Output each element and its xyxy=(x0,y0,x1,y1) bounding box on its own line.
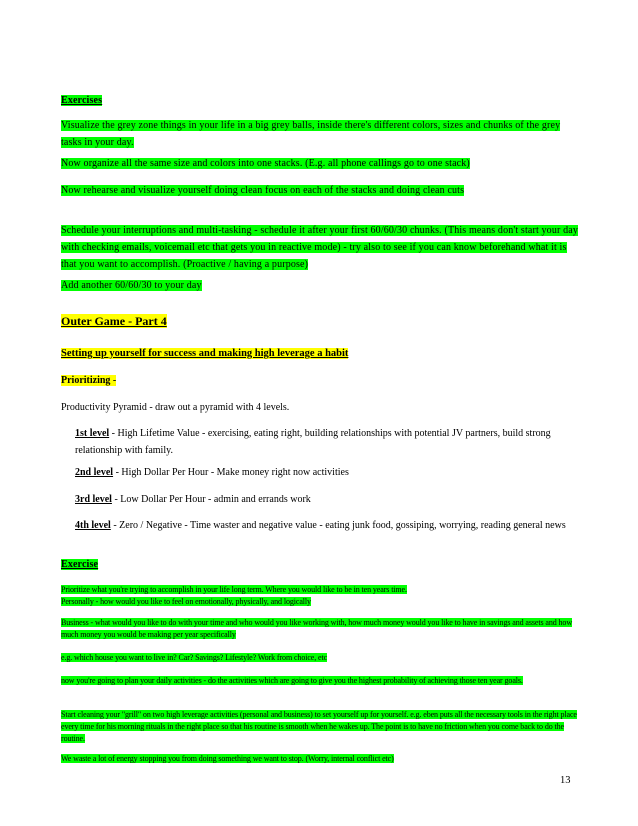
example-paragraph: e.g. which house you want to live in? Car? Savings? Lifestyle? Work from choice, etc xyxy=(61,653,328,662)
level-3-paragraph: 3rd level - Low Dollar Per Hour - admin and errands work xyxy=(75,494,311,505)
setting-up-heading: Setting up yourself for success and making high leverage a habit xyxy=(61,348,349,359)
energy-paragraph: We waste a lot of energy stopping you from doing something we want to stop. (Worry, internal conflict etc) xyxy=(61,754,394,763)
exercise-heading: Exercise xyxy=(61,559,99,570)
rehearse-paragraph: Now rehearse and visualize yourself doing clean focus on each of the stacks and doing clean cuts xyxy=(61,185,465,196)
exercises-heading: Exercises xyxy=(61,95,103,106)
prioritizing-heading: Prioritizing - xyxy=(61,375,117,386)
level-1-paragraph: 1st level - High Lifetime Value - exercising, eating right, building relationships with potential JV partners, build strong relationship with family. xyxy=(75,428,551,456)
visualize-paragraph: Visualize the grey zone things in your life in a big grey balls, inside there's different colors, sizes and chunks of the grey tasks in your day. xyxy=(61,120,561,148)
page-number: 13 xyxy=(560,775,571,786)
add-another-paragraph: Add another 60/60/30 to your day xyxy=(61,280,202,291)
pyramid-intro: Productivity Pyramid - draw out a pyramid with 4 levels. xyxy=(61,402,290,413)
level-4-paragraph: 4th level - Zero / Negative - Time waster and negative value - eating junk food, gossiping, worrying, reading general news xyxy=(75,520,566,531)
organize-paragraph: Now organize all the same size and colors into one stacks. (E.g. all phone callings go to one stack) xyxy=(61,158,470,169)
schedule-paragraph: Schedule your interruptions and multi-tasking - schedule it after your first 60/60/30 chunks. (This means don't start your day with checking emails, voicemail etc that gets you in reactive mode) - try also to see if you can know beforehand what it is that you want to accomplish. (Proactive / having a purpose) xyxy=(61,225,578,270)
outer-game-heading: Outer Game - Part 4 xyxy=(61,314,167,328)
prioritize-lines: Prioritize what you're trying to accomplish in your life long term. Where you would like to be in ten years time. Personally - how would you like to feel on emotionally, physically, and logically xyxy=(61,585,407,606)
cleaning-paragraph: Start cleaning your "grill" on two high leverage activities (personal and business) to set yourself up for yourself. e.g. eben puts all the necessary tools in the right place every time for his morning rituals in the right place so that his routine is smooth when he wakes up. The point is to have no friction when you come back to do the routine. xyxy=(61,710,577,743)
business-paragraph: Business - what would you like to do with your time and who would you like working with, how much money would you like to have in savings and assets and how much money you would be making per year specifically xyxy=(61,618,573,639)
level-2-paragraph: 2nd level - High Dollar Per Hour - Make money right now activities xyxy=(75,467,349,478)
plan-paragraph: now you're going to plan your daily activities - do the activities which are going to give you the highest probability of achieving those ten year goals. xyxy=(61,676,523,685)
